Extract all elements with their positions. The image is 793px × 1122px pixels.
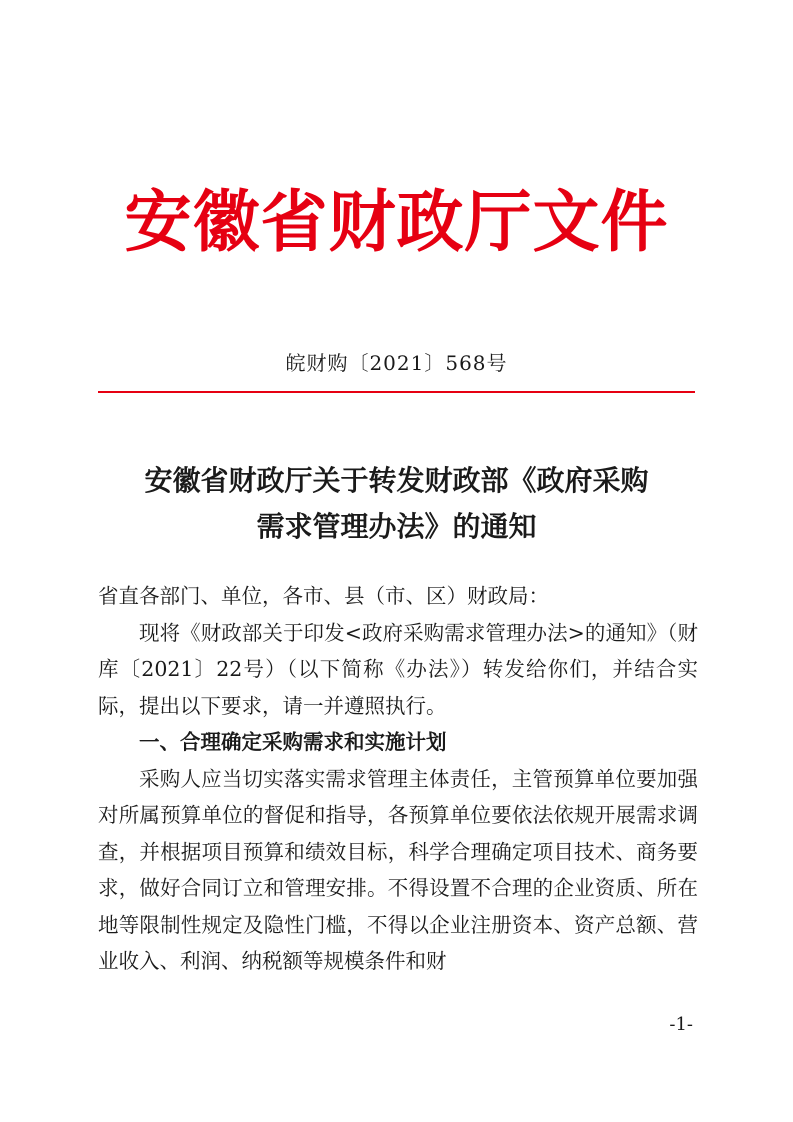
- paragraph-2: 采购人应当切实落实需求管理主体责任，主管预算单位要加强对所属预算单位的督促和指导，各预算单位要依法依规开展需求调查，并根据项目预算和绩效目标，科学合理确定项目技术、商务要求，做好合同订立和管理安排。不得设置不合理的企业资质、所在地等限制性规定及隐性门槛，不得以企业注册资本、资产总额、营业收入、利润、纳税额等规模条件和财: [98, 766, 698, 973]
- page-number: -1-: [669, 1014, 693, 1035]
- section-heading-1: 一、合理确定采购需求和实施计划: [139, 730, 447, 754]
- salutation: 省直各部门、单位，各市、县（市、区）财政局：: [98, 584, 549, 608]
- paragraph-1: 现将《财政部关于印发<政府采购需求管理办法>的通知》（财库〔2021〕22号）（以下简称《办法》）转发给你们，并结合实际，提出以下要求，请一并遵照执行。: [98, 620, 698, 718]
- document-number: 皖财购〔2021〕568号: [285, 351, 508, 375]
- masthead-title: 安徽省财政厅文件: [124, 182, 669, 261]
- red-divider: [98, 391, 695, 393]
- title-line-2: 需求管理办法》的通知: [256, 510, 537, 543]
- title-line-1: 安徽省财政厅关于转发财政部《政府采购: [144, 464, 649, 497]
- document-body: [98, 578, 698, 980]
- document-title: [0, 458, 793, 550]
